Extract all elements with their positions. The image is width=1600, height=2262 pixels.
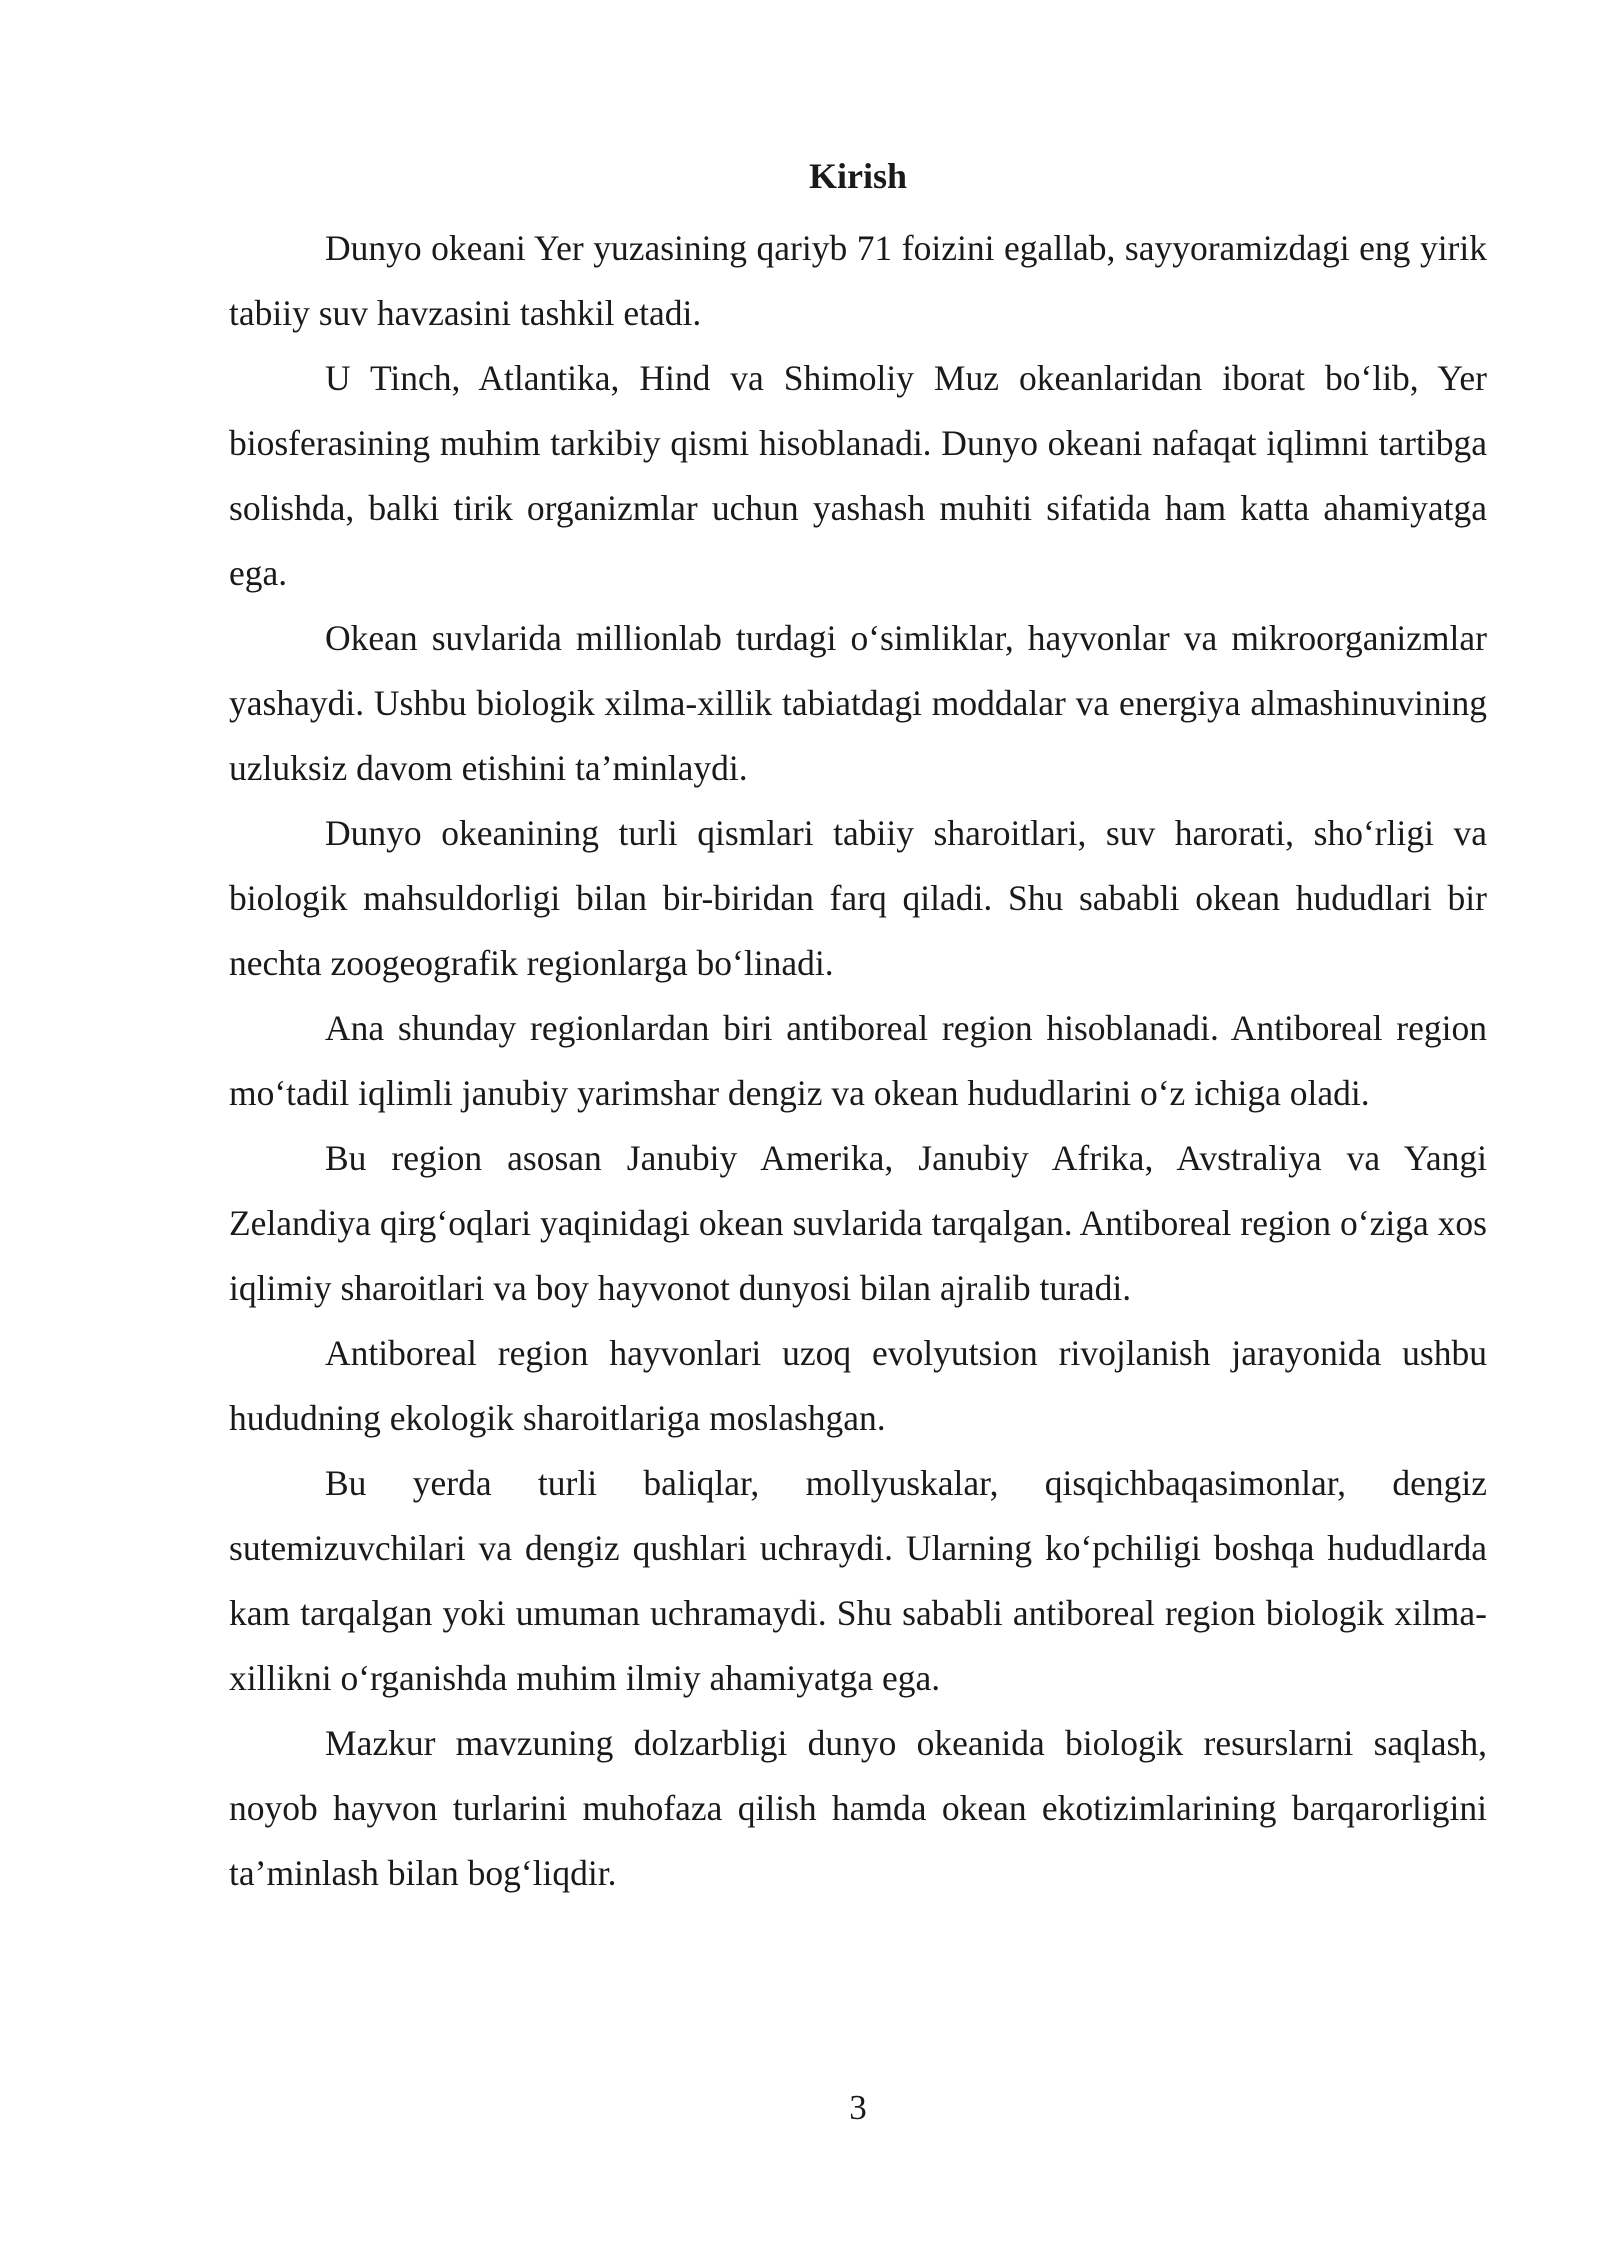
- paragraph: Dunyo okeani Yer yuzasining qariyb 71 foizini egallab, sayyoramizdagi eng yirik tabiiy suv havzasini tashkil etadi.: [229, 228, 1487, 333]
- paragraph: Ana shunday regionlardan biri antiboreal region hisoblanadi. Antiboreal region mo‘tadil iqlimli janubiy yarimshar dengiz va okean hududlarini o‘z ichiga oladi.: [229, 1008, 1487, 1113]
- page-content: [229, 150, 1487, 1906]
- paragraph: Dunyo okeanining turli qismlari tabiiy sharoitlari, suv harorati, sho‘rligi va biologik mahsuldorligi bilan bir-biridan farq qiladi. Shu sababli okean hududlari bir nechta zoogeografik regionlarga bo‘linadi.: [229, 813, 1487, 983]
- paragraph: Bu region asosan Janubiy Amerika, Janubiy Afrika, Avstraliya va Yangi Zelandiya qirg‘oqlari yaqinidagi okean suvlarida tarqalgan. Antiboreal region o‘ziga xos iqlimiy sharoitlari va boy hayvonot dunyosi bilan ajralib turadi.: [229, 1138, 1487, 1308]
- paragraph: Okean suvlarida millionlab turdagi o‘simliklar, hayvonlar va mikroorganizmlar yashaydi. Ushbu biologik xilma-xillik tabiatdagi moddalar va energiya almashinuvining uzluksiz davom etishini ta’minlaydi.: [229, 618, 1487, 788]
- paragraph: Antiboreal region hayvonlari uzoq evolyutsion rivojlanish jarayonida ushbu hududning ekologik sharoitlariga moslashgan.: [229, 1333, 1487, 1438]
- paragraph: U Tinch, Atlantika, Hind va Shimoliy Muz okeanlaridan iborat bo‘lib, Yer biosferasining muhim tarkibiy qismi hisoblanadi. Dunyo okeani nafaqat iqlimni tartibga solishda, balki tirik organizmlar uchun yashash muhiti sifatida ham katta ahamiyatga ega.: [229, 358, 1487, 593]
- page-number: 3: [849, 2088, 867, 2127]
- paragraph: Bu yerda turli baliqlar, mollyuskalar, qisqichbaqasimonlar, dengiz sutemizuvchilari va dengiz qushlari uchraydi. Ularning ko‘pchiligi boshqa hududlarda kam tarqalgan yoki umuman uchramaydi. Shu sababli antiboreal region biologik xilma-xillikni o‘rganishda muhim ilmiy ahamiyatga ega.: [229, 1463, 1487, 1698]
- paragraph: Mazkur mavzuning dolzarbligi dunyo okeanida biologik resurslarni saqlash, noyob hayvon turlarini muhofaza qilish hamda okean ekotizimlarining barqarorligini ta’minlash bilan bog‘liqdir.: [229, 1723, 1487, 1893]
- section-title: Kirish: [808, 156, 907, 196]
